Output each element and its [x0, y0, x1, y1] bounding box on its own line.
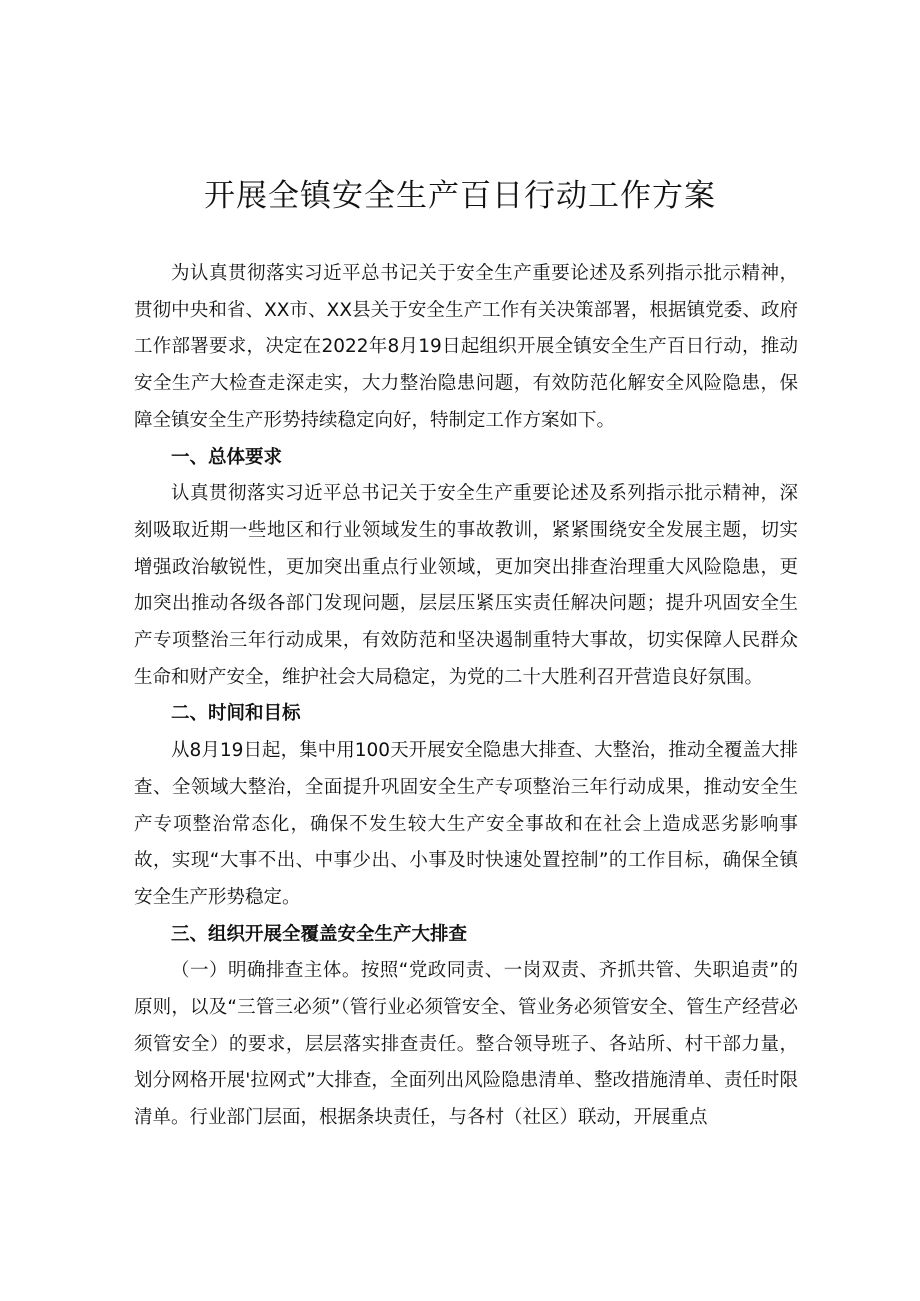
general-requirements-paragraph: 认真贯彻落实习近平总书记关于安全生产重要论述及系列指示批示精神，深刻吸取近期一些地区和行业领域发生的事故教训，紧紧围绕安全发展主题，切实增强政治敏锐性，更加突出重点行业领域，更加突出排查治理重大风险隐患，更加突出推动各级各部门发现问题，层层压紧压实责任解决问题；提升巩固安全生产专项整治三年行动成果，有效防范和坚决遏制重特大事故，切实保障人民群众生命和财产安全，维护社会大局稳定，为党的二十大胜利召开营造良好氛围。 — [134, 483, 798, 688]
investigation-paragraph: （一）明确排查主体。按照“党政同责、一岗双责、齐抓共管、失职追责”的原则，以及“三管三必须”（管行业必须管安全、管业务必须管安全、管生产经营必须管安全）的要求，层层落实排查责任。整合领导班子、各站所、村干部力量，划分网格开展'拉网式”大排查，全面列出风险隐患清单、整改措施清单、责任时限清单。行业部门层面，根据条块责任，与各村（社区）联动，开展重点 — [134, 960, 798, 1129]
document-body — [134, 256, 798, 1137]
section-heading-time-and-goals: 二、时间和目标 — [171, 703, 301, 725]
section-heading-investigation: 三、组织开展全覆盖安全生产大排查 — [171, 923, 468, 945]
document-title: 开展全镇安全生产百日行动工作方案 — [204, 178, 716, 214]
section-heading-general-requirements: 一、总体要求 — [171, 446, 283, 468]
time-and-goals-paragraph: 从8月19日起，集中用100天开展安全隐患大排查、大整治，推动全覆盖大排查、全领域大整治，全面提升巩固安全生产专项整治三年行动成果，推动安全生产专项整治常态化，确保不发生较大生产安全事故和在社会上造成恶劣影响事故，实现“大事不出、中事少出、小事及时快速处置控制”的工作目标，确保全镇安全生产形势稳定。 — [134, 740, 798, 908]
intro-paragraph: 为认真贯彻落实习近平总书记关于安全生产重要论述及系列指示批示精神，贯彻中央和省、XX市、XX县关于安全生产工作有关决策部署，根据镇党委、政府工作部署要求，决定在2022年8月19日起组织开展全镇安全生产百日行动，推动安全生产大检查走深走实，大力整治隐患问题，有效防范化解安全风险隐患，保障全镇安全生产形势持续稳定向好，特制定工作方案如下。 — [134, 263, 798, 431]
